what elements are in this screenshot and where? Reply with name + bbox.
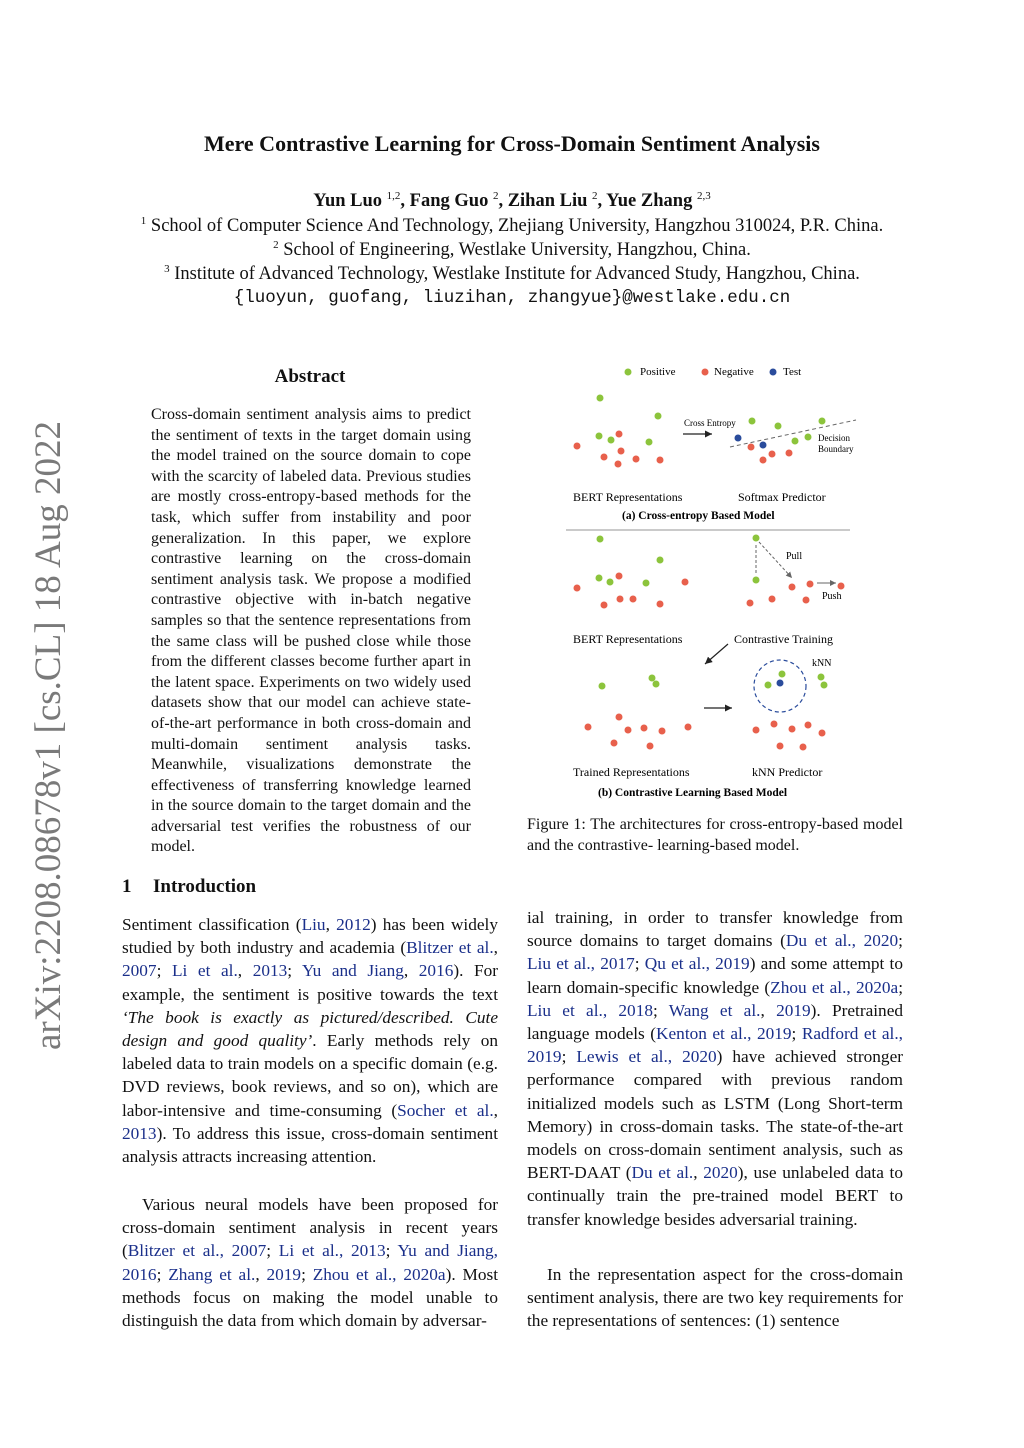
point [821,682,828,689]
intro-paragraph-3: ial training, in order to transfer knowledge from source domains to target domains (Du et al., 2020; Liu et al., 2017; Qu et al., 2019) and some attempt to learn domain-specific knowledge (Zhou et al., 2020a; Liu et al., 2018; Wang et al., 2019). Pretrained language models (Kenton et al., 2019; Radford et al., 2019; Lewis et al., 2020) have achieved stronger performance compared with previous random initialized models such as LSTM (Long Short-term Memory) in cross-domain tasks. The state-of-the-art models on cross-domain sentiment analysis, such as BERT-DAAT (Du et al., 2020), use unlabeled data to continually train the pre-trained model BERT to transfer knowledge besides adversarial training. [527,908,904,1229]
point [753,577,760,584]
point [789,584,796,591]
legend-test-dot [770,369,777,376]
point [643,580,650,587]
point [685,724,692,731]
push-label: Push [822,591,842,602]
point [574,443,581,450]
point [597,395,604,402]
citation-link[interactable]: Wang et al. [668,1000,761,1020]
softmax-points [735,418,826,464]
point [838,583,845,590]
point [599,683,606,690]
decision-boundary-label-1: Decision [818,433,850,443]
citation-link[interactable]: Blitzer et al. [406,938,494,958]
point [608,437,615,444]
bert-representations-a: BERT Representations [573,490,683,504]
point [819,418,826,425]
affiliation-2: $^2$ School of Engineering, Westlake University, Hangzhou, China. [273,239,751,261]
point [765,682,772,689]
section-heading: 1 Introduction [122,876,257,897]
citation-link[interactable]: 2020 [703,1163,738,1183]
citation-link[interactable]: Yu and Jiang [302,961,404,981]
point [805,722,812,729]
author-name: Zihan Liu [507,191,588,212]
point [819,730,826,737]
point [789,726,796,733]
citation-link[interactable]: Socher et al. [397,1100,494,1120]
point [615,461,622,468]
author-name: Yun Luo [313,191,383,212]
citation-link[interactable]: Liu et al., 2017 [527,954,635,974]
citation-link[interactable]: Liu et al., 2018 [527,1000,653,1020]
point [748,444,755,451]
author-emails: {luoyun, guofang, liuzihan, zhangyue}@westlake.edu.cn [233,288,791,308]
intro-paragraph-4: In the representation aspect for the cross-domain sentiment analysis, there are two key requirements for the representations of sentences: (1) sentence [527,1265,903,1331]
point [641,725,648,732]
arxiv-identifier: arXiv:2208.08678v1 [cs.CL] 18 Aug 2022 [28,421,69,1050]
point [769,596,776,603]
point [753,535,760,542]
citation-link[interactable]: 2012 [336,915,371,934]
point [769,451,776,458]
citation-link[interactable]: Qu et al., 2019 [644,954,750,974]
trained-representations: Trained Representations [573,765,690,779]
contrastive-training: Contrastive Training [734,632,834,646]
pull-label: Pull [786,551,803,562]
point [747,600,754,607]
point [649,675,656,682]
legend-negative: Negative [714,366,754,378]
citation-link[interactable]: Du et al., 2020 [785,931,899,951]
point [807,581,814,588]
point [596,433,603,440]
point [657,457,664,464]
citation-link[interactable]: Zhang et al. [168,1264,256,1284]
bert-points-a [574,395,664,468]
bert-points-b [574,536,689,609]
author-name: Yue Zhang [606,191,693,212]
point [805,434,812,441]
point [601,454,608,461]
subfigure-b-caption: (b) Contrastive Learning Based Model [598,787,788,799]
point [655,413,662,420]
point [596,575,603,582]
citation-link[interactable]: 2007 [122,961,157,981]
legend-positive-dot [625,369,632,376]
citation-link[interactable]: Blitzer et al., 2007 [127,1241,267,1261]
subfigure-a-caption: (a) Cross-entropy Based Model [622,510,775,522]
point [657,557,664,564]
citation-link[interactable]: 2013 [122,1123,157,1143]
citation-link[interactable]: 2016 [418,961,454,981]
figure-1-diagram [560,356,870,806]
point [633,456,640,463]
figure-caption: Figure 1: The architectures for cross-entropy-based model and the contrastive- learning-based model. [527,816,903,854]
trained-points [585,675,692,750]
intro-paragraph-2: Various neural models have been proposed for cross-domain sentiment analysis in recent years (Blitzer et al., 2007; Li et al., 2013; Yu and Jiang, 2016; Zhang et al., 2019; Zhou et al., 2020a). Most methods focus on making the model unable to distinguish the data from which domain by adversar- [122,1195,499,1331]
point [777,680,784,687]
affiliation-3: $^3$ Institute of Advanced Technology, Westlake Institute for Advanced Study, Hangzhou, China. [164,263,860,285]
legend-test: Test [783,366,802,378]
knn-label: kNN [812,658,832,669]
decision-boundary-label-2: Boundary [818,444,854,454]
citation-link[interactable]: Radford et al., 2019 [527,1024,903,1067]
point [617,596,624,603]
point [818,674,825,681]
point [647,743,654,750]
legend-negative-dot [702,369,709,376]
citation-link[interactable]: Li et al. [171,961,238,981]
point [800,744,807,751]
point [574,585,581,592]
citation-link[interactable]: Du et al. [631,1163,694,1183]
point [771,721,778,728]
point [803,597,810,604]
training-arrow [705,644,728,664]
point [657,601,664,608]
point [682,579,689,586]
point [597,536,604,543]
point [616,573,623,580]
bert-representations-b: BERT Representations [573,632,683,646]
citation-link[interactable]: Kenton et al., 2019 [656,1024,792,1044]
point [760,442,767,449]
point [653,681,660,688]
point [585,724,592,731]
abstract-heading: Abstract [274,366,346,387]
affiliation-1: $^1$ School of Computer Science And Technology, Zhejiang University, Hangzhou 310024, P.R. China. [140,215,884,237]
abstract-text: Cross-domain sentiment analysis aims to predict the sentiment of texts in the target domain using the model trained on the source domain to cope with the scarcity of labeled data. Previous studies are mostly cross-entropy-based methods for the task, which suffer from instability and poor generalization. In this paper, we explore contrastive learning on the cross-domain sentiment analysis task. We propose a modified contrastive objective with in-batch negative samples so that the sentence representations from the same class will be pushed close while those from the different classes become further apart in the latent space. Experiments on two widely used datasets show that our model can achieve state-of-the-art performance in both cross-domain and multi-domain sentiment analysis tasks. Meanwhile, visualizations demonstrate the effectiveness of transferring knowledge learned in the source domain to the target domain and the adversarial test verifies the robustness of our model. [151,406,471,856]
citation-link[interactable]: Zhou et al., 2020a [312,1264,446,1284]
citation-link[interactable]: Li et al., 2013 [278,1241,386,1261]
point [659,728,666,735]
author-list: Yun Luo $^{1,2}$, Fang Guo $^2$, Zihan Liu $^2$, Yue Zhang $^{2,3}$ [313,190,711,212]
point [618,448,625,455]
point [760,457,767,464]
knn-predictor: kNN Predictor [752,765,823,779]
point [775,423,782,430]
legend-positive: Positive [640,366,676,378]
intro-paragraph-1: Sentiment classification (Liu, 2012) has been widely studied by both industry and academia (Blitzer et al., 2007; Li et al., 2013; Yu and Jiang, 2016). For example, the sentiment is positive towards the text ‘The book is exactly as pictured/described. Cute design and good quality’. Early methods rely on labeled data to train models on a specific domain (e.g. DVD reviews, book reviews, and so on), which are labor-intensive and time-consuming (Socher et al., 2013). To address this issue, cross-domain sentiment analysis attracts increasing attention. [122,915,499,1167]
citation-link[interactable]: 2013 [252,961,288,981]
point [786,450,793,457]
point [607,579,614,586]
point [616,431,623,438]
point [601,602,608,609]
citation-link[interactable]: Lewis et al., 2020 [576,1047,717,1067]
citation-link[interactable]: 2019 [266,1264,302,1284]
citation-link[interactable]: Zhou et al., 2020a [770,977,899,997]
citation-link[interactable]: 2019 [776,1000,811,1020]
point [753,727,760,734]
cross-entropy-label: Cross Entropy [684,418,736,428]
citation-link[interactable]: Liu [301,915,326,934]
point [779,671,786,678]
point [625,727,632,734]
softmax-predictor: Softmax Predictor [738,490,826,504]
author-name: Fang Guo [409,191,489,212]
point [777,743,784,750]
point [749,418,756,425]
point [792,438,799,445]
point [735,435,742,442]
point [616,714,623,721]
point [611,740,618,747]
point [646,439,653,446]
paper-title: Mere Contrastive Learning for Cross-Domain Sentiment Analysis [204,131,820,156]
point [630,596,637,603]
citation-link[interactable]: Yu and Jiang, 2016 [122,1241,498,1284]
